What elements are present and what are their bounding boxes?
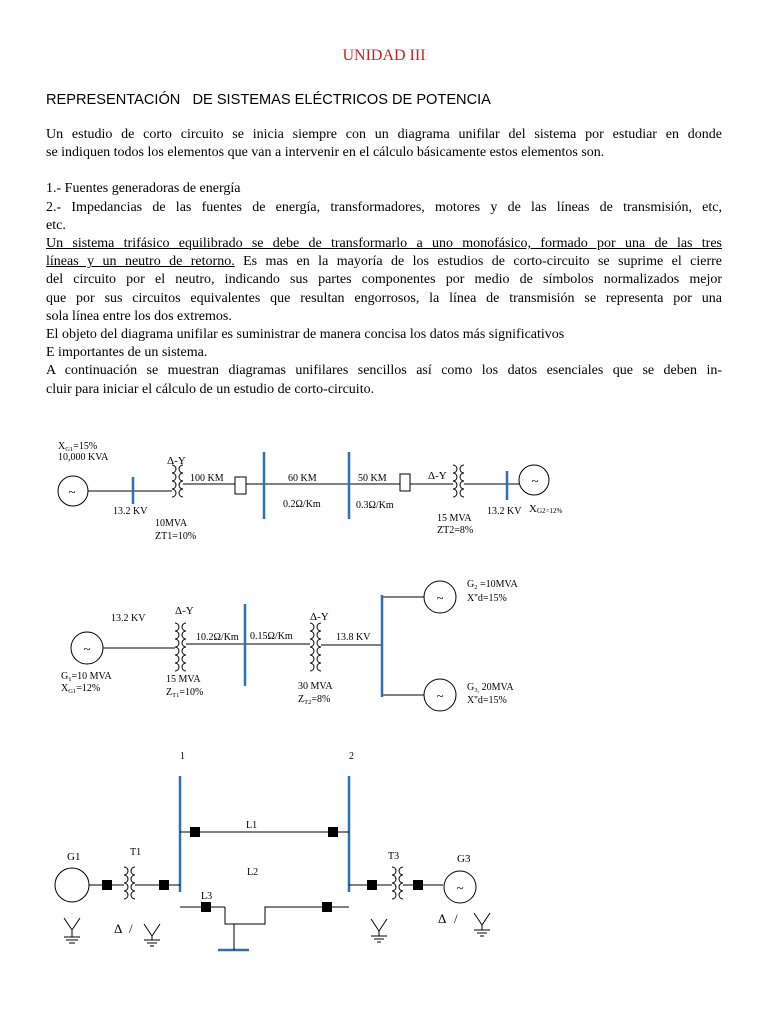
breaker-icon (328, 827, 338, 837)
g2-reactance: XG2=12% (529, 503, 563, 515)
delta-symbol: Δ (438, 911, 447, 926)
gen-symbol: ~ (531, 473, 539, 488)
g3-reactance: X''d=15% (467, 695, 507, 706)
transformer-t2-icon (453, 465, 457, 497)
g1-rating: 10,000 KVA (58, 452, 109, 463)
g2-rating: $G_2 =10MVA$ (467, 579, 518, 591)
gen-symbol: ~ (456, 880, 464, 895)
line-impedance: 10.2Ω/Km (196, 632, 239, 643)
line-length: 100 KM (190, 473, 224, 484)
t3-label: T3 (388, 851, 400, 862)
t1-rating: 15 MVA (166, 674, 201, 685)
bus-voltage-label: 13.2 KV (487, 506, 522, 517)
t1-impedance: $Z_{T1}=10\%$ (166, 687, 204, 699)
delta-y-label: Δ-Y (428, 470, 447, 482)
line-impedance: 0.15Ω/Km (250, 631, 293, 642)
gen-symbol: ~ (436, 688, 444, 703)
list-item: 1.- Fuentes generadoras de energía (46, 181, 241, 197)
bus-voltage-label: 13.2 KV (113, 506, 148, 517)
t2-impedance: ZT2=8% (437, 525, 474, 536)
line-impedance: 0.3Ω/Km (356, 500, 394, 511)
g1-label: G1 (67, 851, 81, 863)
breaker-2-icon (400, 474, 410, 491)
ground-icon (371, 919, 387, 942)
breaker-icon (102, 880, 112, 890)
bus-voltage-label: 13.2 KV (111, 613, 146, 624)
g3-label: G3 (457, 853, 471, 865)
g1-rating: $G_1=10$ MVA (61, 671, 112, 683)
bus-number: 2 (349, 751, 354, 762)
gen-symbol: ~ (436, 590, 444, 605)
breaker-icon (413, 880, 423, 890)
single-line-diagram-1 (0, 425, 768, 555)
paragraph-line: Un estudio de corto circuito se inicia siempre con un diagrama unifilar del sistema por estudiar en donde (46, 127, 722, 142)
transformer-t1-icon (124, 867, 128, 899)
breaker-icon (201, 902, 211, 912)
single-line-diagram-3 (0, 742, 768, 962)
line-label: L2 (247, 867, 259, 878)
delta-y-label: Δ-Y (167, 455, 186, 467)
paragraph-line: etc. (46, 217, 66, 233)
delta-y-label: Δ-Y (175, 605, 194, 617)
paragraph-text: Es mas en la mayoría de los estudios de corto-circuito se suprime el cierre (234, 254, 722, 270)
breaker-1-icon (235, 477, 246, 494)
t2-impedance: $Z_{T2}=8\%$ (298, 694, 331, 706)
underlined-text: Un sistema trifásico equilibrado se debe de transformarlo a uno monofásico, formado por una de las tres (46, 236, 722, 252)
g1-reactance: $X_{G1}=12\%$ (61, 683, 101, 695)
gen-symbol: ~ (83, 641, 91, 656)
transformer-t3-icon (392, 867, 396, 899)
transformer-t2-icon (310, 623, 314, 671)
line-label: L1 (246, 820, 258, 831)
line-length: 50 KM (358, 473, 387, 484)
line-length: 60 KM (288, 473, 317, 484)
transformer-t1-icon (172, 465, 176, 497)
t1-label: T1 (130, 847, 142, 858)
ground-icon (474, 913, 490, 936)
bus-voltage-label: 13.8 KV (336, 632, 371, 643)
body-text (46, 126, 722, 399)
paragraph-line (46, 253, 722, 271)
g3-rating: $G_{3,}$ 20MVA (467, 682, 514, 694)
paragraph-line: E importantes de un sistema. (46, 345, 208, 361)
breaker-icon (322, 902, 332, 912)
section-heading: REPRESENTACIÓN DE SISTEMAS ELÉCTRICOS DE POTENCIA (46, 92, 491, 108)
ground-icon (144, 924, 160, 946)
delta-symbol: Δ (114, 921, 123, 936)
gen-symbol: ~ (68, 484, 76, 499)
underlined-text: líneas y un neutro de retorno. (46, 254, 235, 270)
transformer-t1-icon (175, 623, 179, 671)
breaker-icon (190, 827, 200, 837)
generator-g1-icon (55, 868, 89, 902)
line-impedance: 0.2Ω/Km (283, 499, 321, 510)
bus-number: 1 (180, 751, 185, 762)
slash-symbol: / (454, 911, 458, 926)
breaker-icon (367, 880, 377, 890)
ground-icon (64, 918, 80, 943)
paragraph-line (46, 235, 722, 253)
paragraph-line: que por sus circuitos equivalentes que resultan engorrosos, la línea de transmisión se representa por una (46, 290, 722, 306)
delta-y-label: Δ-Y (310, 611, 329, 623)
t1-rating: 10MVA (155, 518, 188, 529)
t2-rating: 15 MVA (437, 513, 472, 524)
paragraph-line: se indiquen todos los elementos que van a intervenir en el cálculo básicamente estos elementos son. (46, 145, 605, 161)
line-label: L3 (201, 891, 213, 902)
single-line-diagram-2 (0, 568, 768, 728)
g2-reactance: X''d=15% (467, 593, 507, 604)
g1-reactance: $X_{G1}=15\%$ (58, 441, 98, 453)
paragraph-line: sola línea entre los dos extremos. (46, 308, 232, 324)
paragraph-line: A continuación se muestran diagramas unifilares sencillos así como los datos esenciales que se deben in- (46, 363, 722, 379)
t1-impedance: ZT1=10% (155, 531, 197, 542)
slash-symbol: / (129, 921, 133, 936)
unit-title: UNIDAD III (342, 47, 426, 64)
paragraph-line: cluir para iniciar el cálculo de un estudio de corto-circuito. (46, 381, 375, 397)
list-item: 2.- Impedancias de las fuentes de energía, transformadores, motores y de las líneas de transmisión, etc, (46, 199, 722, 215)
t2-rating: 30 MVA (298, 681, 333, 692)
breaker-icon (159, 880, 169, 890)
paragraph-line: del circuito por el neutro, indicando sus partes componentes por medio de símbolos normalizados mejor (46, 272, 722, 288)
paragraph-line: El objeto del diagrama unifilar es suministrar de manera concisa los datos más significativos (46, 327, 565, 343)
